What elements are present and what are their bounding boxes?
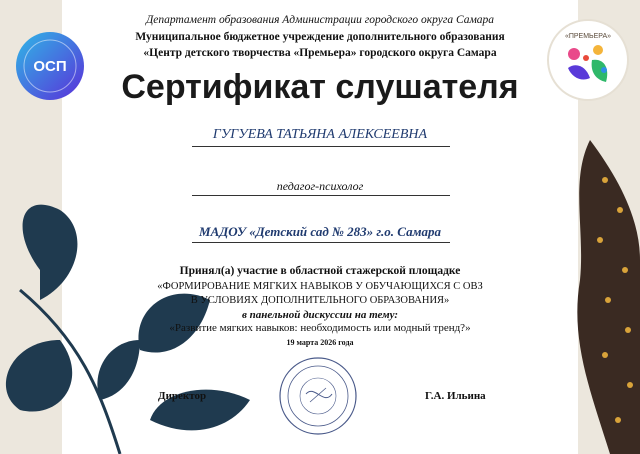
recipient-name: ГУГУЕВА ТАТЬЯНА АЛЕКСЕЕВНА xyxy=(212,127,428,142)
organization-underline xyxy=(192,242,450,243)
event-date: 19 марта 2026 года xyxy=(286,338,354,347)
institution-line-1: Муниципальное бюджетное учреждение дополнительного образования xyxy=(135,31,505,43)
recipient-organization: МАДОУ «Детский сад № 283» г.о. Самара xyxy=(199,224,441,239)
official-stamp-icon xyxy=(276,354,360,438)
platform-line-2: В УСЛОВИЯХ ДОПОЛНИТЕЛЬНОГО ОБРАЗОВАНИЯ» xyxy=(190,295,450,306)
premiera-logo-text: «ПРЕМЬЕРА» xyxy=(564,33,612,40)
recipient-position: педагог-психолог xyxy=(276,179,364,193)
institution-line-2: «Центр детского творчества «Премьера» городского округа Самара xyxy=(143,47,497,59)
department-line: Департамент образования Администрации городского округа Самара xyxy=(145,14,495,26)
certificate-title: Сертификат слушателя xyxy=(121,68,519,106)
event-type-line: в панельной дискуссии на тему: xyxy=(241,309,399,321)
signature-role: Директор xyxy=(158,390,207,402)
participation-line: Принял(а) участие в областной стажерской площадке xyxy=(179,265,461,277)
position-underline xyxy=(192,195,450,196)
name-underline xyxy=(192,146,450,147)
signature-name: Г.А. Ильина xyxy=(425,390,486,402)
discussion-topic: «Развитие мягких навыков: необходимость или модный тренд?» xyxy=(169,322,471,334)
platform-line-1: «ФОРМИРОВАНИЕ МЯГКИХ НАВЫКОВ У ОБУЧАЮЩИХСЯ С ОВЗ xyxy=(157,281,483,292)
osp-logo-text: ОСП xyxy=(33,58,67,75)
